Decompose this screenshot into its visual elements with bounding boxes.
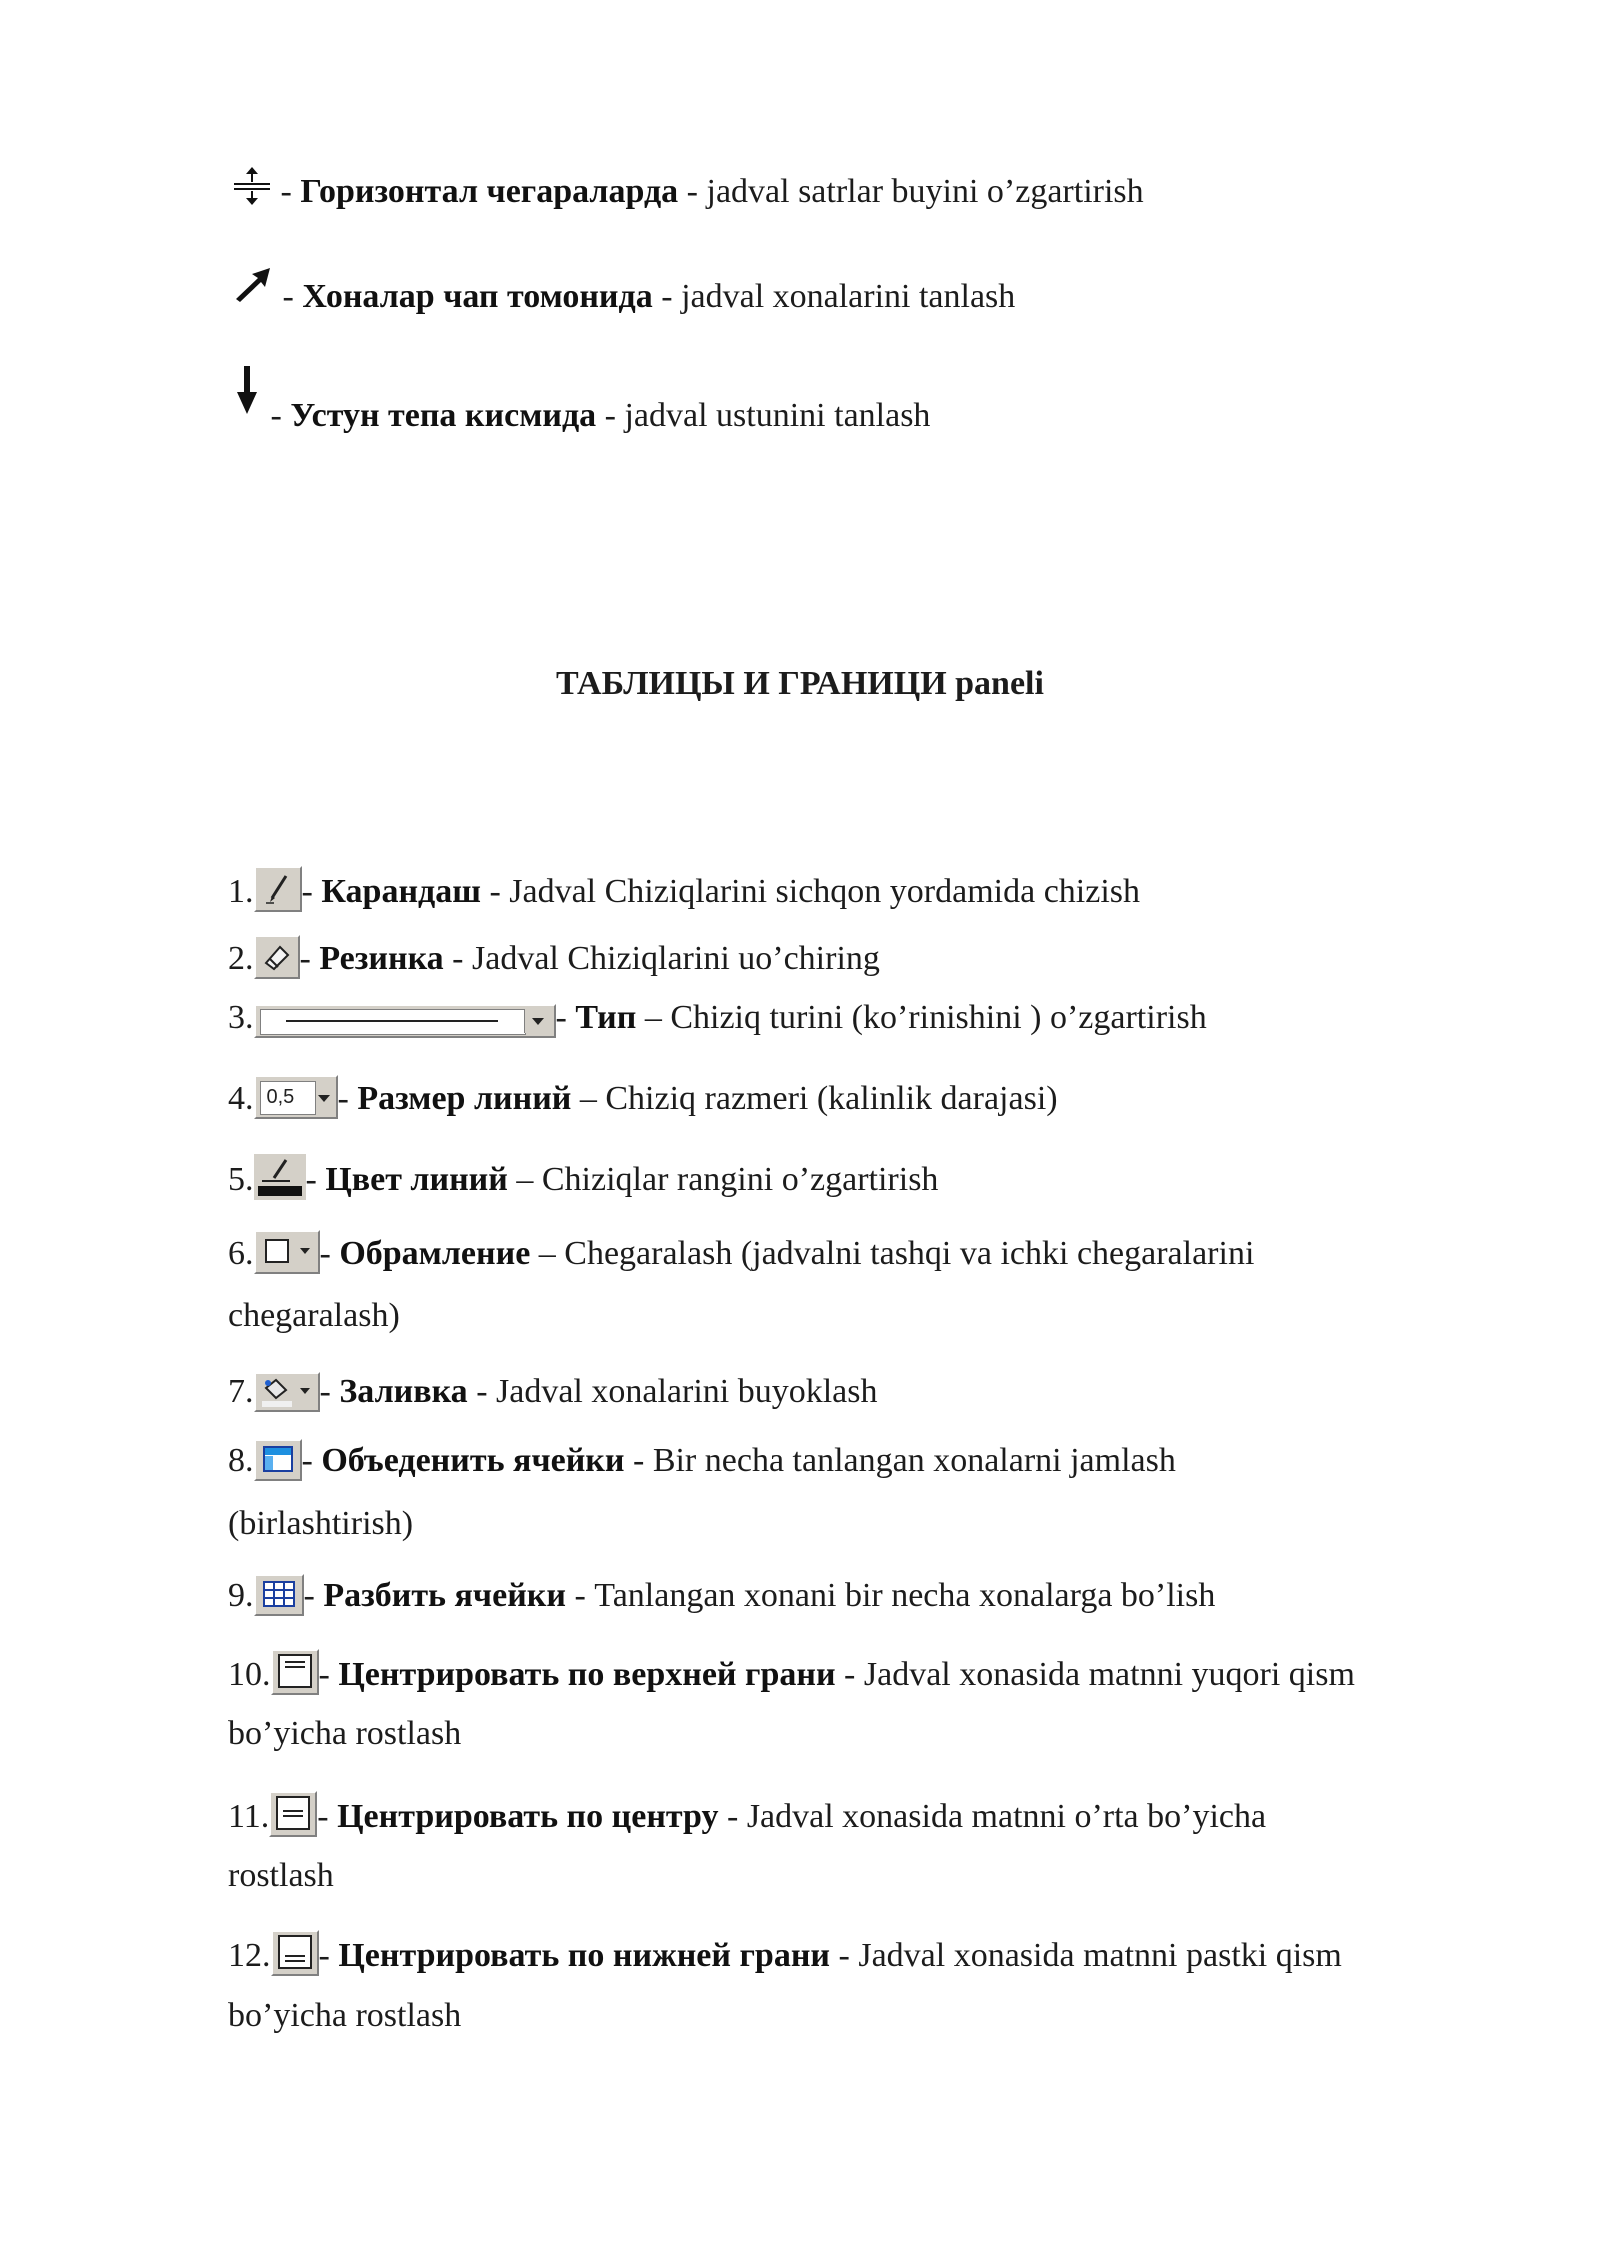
item-desc: Chiziq razmeri (kalinlik darajasi): [605, 1080, 1058, 1117]
cursor-cell-select: - Хоналар чап томонида - jadval xonalarini tanlash: [232, 277, 1600, 317]
cursor-term: Горизонтал чегараларда: [300, 173, 679, 210]
list-item: 12. - Центрировать по нижней грани - Jadval xonasida matnni pastki qism: [228, 1930, 1600, 1976]
item-desc-continued: bo’yicha rostlash: [228, 1997, 462, 2034]
list-item: 11. - Центрировать по центру - Jadval xonasida matnni o’rta bo’yicha: [228, 1791, 1600, 1837]
resize-rows-cursor-icon: [232, 168, 272, 212]
item-number: 7.: [228, 1373, 254, 1410]
list-item: 3. - Тип – Chiziq turini (ko’rinishini ) o’zgartirish: [228, 999, 1207, 1036]
item-desc: Tanlangan xonani bir necha xonalarga bo’lish: [594, 1577, 1216, 1614]
item-number: 10.: [228, 1656, 271, 1693]
item-number: 9.: [228, 1577, 254, 1614]
select-cell-arrow-icon: [232, 277, 274, 317]
select-column-arrow-icon: [232, 392, 262, 436]
item-desc-continued: (birlashtirish): [228, 1505, 414, 1542]
align-top-icon: [271, 1649, 319, 1695]
line-style-dropdown-icon: [254, 1004, 556, 1038]
item-desc-continued: bo’yicha rostlash: [228, 1715, 462, 1752]
item-term: Цвет линий: [325, 1161, 508, 1198]
cursor-term: Устун тепа кисмида: [290, 397, 597, 434]
cursor-row-resize: - Горизонтал чегараларда - jadval satrlar buyini o’zgartirish: [232, 168, 1600, 212]
item-term: Обрамление: [339, 1235, 531, 1272]
list-item: 7. - Заливка - Jadval xonalarini buyoklash: [228, 1373, 878, 1410]
merge-cells-icon: [254, 1439, 302, 1481]
list-item: 5. - Цвет линий – Chiziqlar rangini o’zgartirish: [228, 1154, 1600, 1200]
item-desc: Bir necha tanlangan xonalarni jamlash: [652, 1442, 1176, 1479]
list-item: 10. - Центрировать по верхней грани - Jadval xonasida matnni yuqori qism: [228, 1649, 1600, 1695]
item-desc: Jadval xonasida matnni pastki qism: [858, 1937, 1342, 1974]
item-term: Центрировать по нижней грани: [338, 1937, 831, 1974]
list-item: 9. - Разбить ячейки - Tanlangan xonani bir necha xonalarga bo’lish: [228, 1574, 1600, 1616]
item-term: Объеденить ячейки: [321, 1442, 625, 1479]
item-number: 6.: [228, 1235, 254, 1272]
item-desc: Chiziqlar rangini o’zgartirish: [541, 1161, 939, 1198]
item-number: 8.: [228, 1442, 254, 1479]
item-desc-continued: rostlash: [228, 1857, 334, 1894]
item-term: Разбить ячейки: [323, 1577, 566, 1614]
item-term: Тип: [575, 999, 637, 1036]
item-desc: Jadval xonasida matnni o’rta bo’yicha: [746, 1798, 1267, 1835]
item-term: Резинка: [319, 940, 444, 977]
item-term: Карандаш: [321, 873, 481, 910]
item-desc: Jadval Chiziqlarini sichqon yordamida chizish: [509, 873, 1141, 910]
list-item: 6. - Обрамление – Chegaralash (jadvalni tashqi va ichki chegaralarini: [228, 1230, 1600, 1274]
item-desc: Chegaralash (jadvalni tashqi va ichki chegaralarini: [564, 1235, 1255, 1272]
pencil-icon: [254, 866, 302, 912]
item-desc: Jadval xonasida matnni yuqori qism: [863, 1656, 1355, 1693]
cursor-term: Хоналар чап томонида: [302, 278, 653, 315]
align-center-icon: [269, 1791, 317, 1837]
cursor-desc: jadval satrlar buyini o’zgartirish: [706, 173, 1144, 210]
item-desc: Jadval xonalarini buyoklash: [496, 1373, 878, 1410]
item-number: 5.: [228, 1161, 254, 1198]
list-item: 8. - Объеденить ячейки - Bir necha tanlangan xonalarni jamlash: [228, 1439, 1600, 1481]
item-term: Центрировать по верхней грани: [338, 1656, 836, 1693]
item-desc-continued: chegaralash): [228, 1297, 400, 1334]
borders-icon: [254, 1230, 320, 1274]
line-weight-dropdown-icon: 0,5: [254, 1075, 338, 1119]
item-number: 11.: [228, 1798, 270, 1835]
cursor-desc: jadval xonalarini tanlash: [681, 278, 1016, 315]
section-title: ТАБЛИЦЫ И ГРАНИЦИ paneli: [556, 665, 1044, 702]
line-color-icon: [254, 1154, 306, 1200]
eraser-icon: [254, 935, 300, 979]
item-desc: Chiziq turini (ko’rinishini ) o’zgartirish: [670, 999, 1207, 1036]
item-number: 3.: [228, 999, 254, 1036]
split-cells-icon: [254, 1574, 304, 1616]
align-bottom-icon: [271, 1930, 319, 1976]
item-number: 12.: [228, 1937, 271, 1974]
list-item: 2. - Резинка - Jadval Chiziqlarini uo’chiring: [228, 935, 1600, 979]
item-number: 4.: [228, 1080, 254, 1117]
fill-color-icon: [254, 1372, 320, 1412]
cursor-column-select: - Устун тепа кисмида - jadval ustunini tanlash: [232, 392, 1600, 436]
item-term: Заливка: [339, 1373, 468, 1410]
list-item: 1. - Карандаш - Jadval Chiziqlarini sichqon yordamida chizish: [228, 866, 1600, 912]
cursor-desc: jadval ustunini tanlash: [624, 397, 931, 434]
item-desc: Jadval Chiziqlarini uo’chiring: [472, 940, 880, 977]
item-term: Центрировать по центру: [337, 1798, 719, 1835]
item-number: 2.: [228, 940, 254, 977]
item-number: 1.: [228, 873, 254, 910]
list-item: 4. 0,5 - Размер линий – Chiziq razmeri (kalinlik darajasi): [228, 1075, 1600, 1119]
item-term: Размер линий: [357, 1080, 572, 1117]
